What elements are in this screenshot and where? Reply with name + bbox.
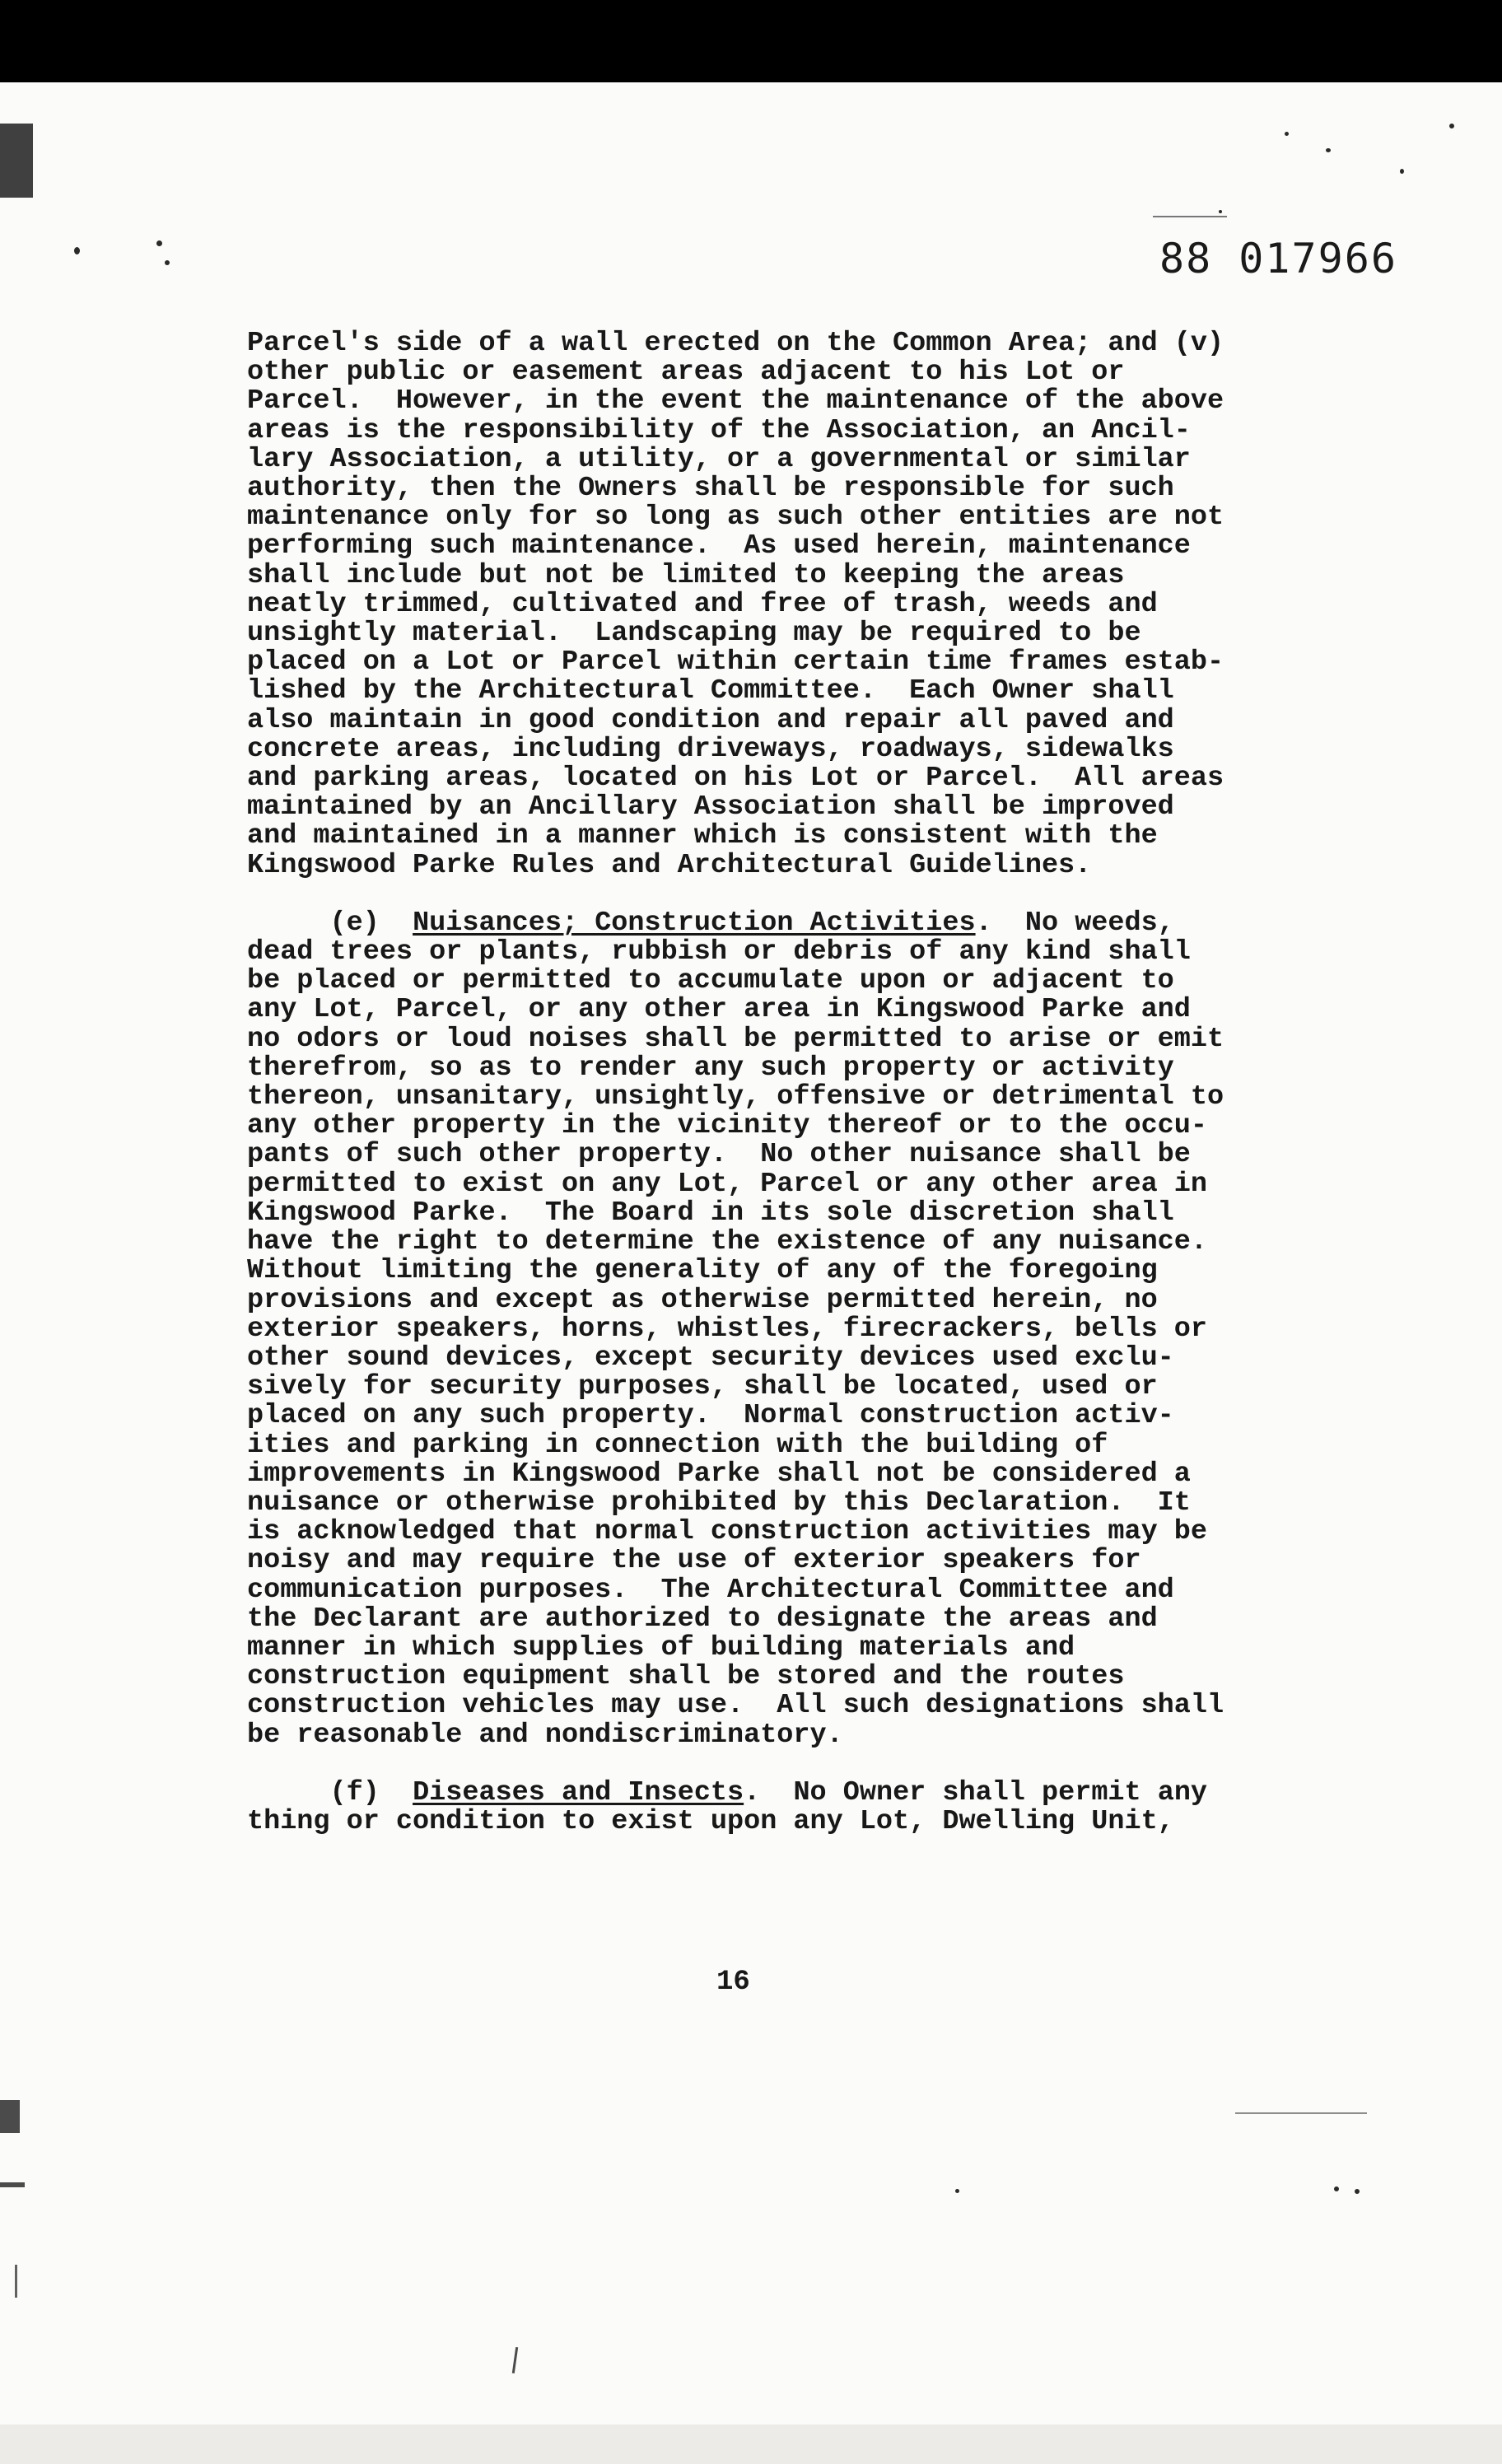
- scan-artifact: [1326, 148, 1331, 152]
- text-line: thing or condition to exist upon any Lot, Dwelling Unit,: [247, 1805, 1174, 1837]
- section-heading: Diseases and Insects: [413, 1776, 744, 1808]
- text-line: lished by the Architectural Committee. Each Owner shall: [247, 675, 1174, 707]
- scan-bottom-edge: [0, 2424, 1502, 2464]
- scan-artifact: [1235, 2112, 1367, 2114]
- scan-artifact: [0, 2182, 25, 2187]
- text-line: any Lot, Parcel, or any other area in Kingswood Parke and: [247, 994, 1191, 1026]
- text-line: communication purposes. The Architectural Committee and: [247, 1574, 1174, 1606]
- text-line: noisy and may require the use of exterior speakers for: [247, 1545, 1141, 1577]
- page-number: 16: [716, 1967, 750, 1998]
- text-line: Parcel. However, in the event the maintenance of the above: [247, 385, 1224, 418]
- text-line: dead trees or plants, rubbish or debris of any kind shall: [247, 936, 1191, 968]
- text-line: construction vehicles may use. All such designations shall: [247, 1690, 1224, 1722]
- text-line: construction equipment shall be stored and the routes: [247, 1661, 1125, 1693]
- text-line: neatly trimmed, cultivated and free of trash, weeds and: [247, 588, 1158, 620]
- scan-artifact: [1334, 2186, 1339, 2191]
- text-line: improvements in Kingswood Parke shall not be considered a: [247, 1458, 1191, 1490]
- text-line: unsightly material. Landscaping may be required to be: [247, 618, 1141, 650]
- text-line: maintenance only for so long as such other entities are not: [247, 502, 1224, 534]
- scan-artifact: [156, 240, 162, 246]
- text-line: therefrom, so as to render any such property or activity: [247, 1052, 1174, 1084]
- text-line: and parking areas, located on his Lot or Parcel. All areas: [247, 763, 1224, 795]
- text-line: No weeds,: [991, 907, 1174, 939]
- scan-artifact: [0, 2100, 20, 2133]
- scan-artifact: [1285, 132, 1289, 136]
- text-line: have the right to determine the existence of any nuisance.: [247, 1226, 1207, 1258]
- scan-artifact: [955, 2189, 959, 2193]
- text-line: also maintain in good condition and repair all paved and: [247, 704, 1174, 736]
- text-line: shall include but not be limited to keeping the areas: [247, 559, 1125, 591]
- scan-artifact: [165, 260, 170, 265]
- document-body: [247, 329, 1285, 1836]
- text-line: Kingswood Parke. The Board in its sole discretion shall: [247, 1197, 1174, 1229]
- text-line: no odors or loud noises shall be permitted to arise or emit: [247, 1023, 1224, 1055]
- scan-artifact: [1153, 216, 1227, 217]
- text-line: authority, then the Owners shall be responsible for such: [247, 473, 1174, 505]
- text-line: Parcel's side of a wall erected on the Common Area; and (v): [247, 328, 1224, 359]
- text-line: sively for security purposes, shall be located, used or: [247, 1371, 1158, 1403]
- text-line: placed on a Lot or Parcel within certain time frames estab-: [247, 646, 1224, 679]
- text-line: placed on any such property. Normal construction activ-: [247, 1400, 1174, 1432]
- text-line: manner in which supplies of building materials and: [247, 1631, 1075, 1664]
- scan-artifact: [1219, 210, 1222, 213]
- scan-artifact: [15, 2265, 17, 2298]
- text-line: other sound devices, except security devices used exclu-: [247, 1342, 1174, 1374]
- scan-artifact: [74, 247, 80, 254]
- paragraph-nuisances: (e) Nuisances; Construction Activities. No weeds, dead trees or plants, rubbish or debris of any kind shall be placed or permitted to accumulate upon or adjacent to any Lot, Parcel, or any other area in Kingswood Parke and no odors or loud noises shall be permitted to arise or emit therefrom, so as to render any such property or activity thereon, unsanitary, unsightly, offensive or detrimental to any other property in the vicinity thereof or to the occu- pants of such other property. No other nuisance shall be permitted to exist on any Lot, Parcel or any other area in Kingswood Parke. The Board in its sole discretion shall have the right to determine the existence of any nuisance. Without limiting the generality of any of the foregoing provisions and except as otherwise permitted herein, no exterior speakers, horns, whistles, firecrackers, bells or other sound devices, except security devices used exclu- sively for security purposes, shall be located, used or placed on any such property. Normal construction activ- ities and parking in connection with the building of improvements in Kingswood Parke shall not be considered a nuisance or otherwise prohibited by this Declaration. It is acknowledged that normal construction activities may be noisy and may require the use of exterior speakers for communication purposes. The Architectural Committee and the Declarant are authorized to designate the areas and manner in which supplies of building materials and construction equipment shall be stored and the routes construction vehicles may use. All such designations shall be reasonable and nondiscriminatory.: [247, 907, 1224, 1751]
- text-line: be reasonable and nondiscriminatory.: [247, 1719, 843, 1751]
- section-label: (f): [329, 1776, 380, 1808]
- text-line: maintained by an Ancillary Association shall be improved: [247, 791, 1174, 824]
- paragraph-diseases: (f) Diseases and Insects. No Owner shall permit any thing or condition to exist upon any Lot, Dwelling Unit,: [247, 1776, 1208, 1837]
- scan-artifact: [1400, 169, 1404, 174]
- text-line: lary Association, a utility, or a governmental or similar: [247, 443, 1191, 475]
- section-label: (e): [329, 907, 380, 939]
- text-line: concrete areas, including driveways, roadways, sidewalks: [247, 733, 1174, 765]
- text-line: ities and parking in connection with the building of: [247, 1429, 1108, 1461]
- text-line: is acknowledged that normal construction activities may be: [247, 1516, 1207, 1548]
- text-line: permitted to exist on any Lot, Parcel or any other area in: [247, 1168, 1207, 1200]
- document-number: 88 017966: [1159, 235, 1397, 282]
- text-line: and maintained in a manner which is consistent with the: [247, 820, 1158, 852]
- text-line: areas is the responsibility of the Association, an Ancil-: [247, 414, 1191, 446]
- text-line: Without limiting the generality of any of the foregoing: [247, 1255, 1158, 1287]
- text-line: be placed or permitted to accumulate upon or adjacent to: [247, 965, 1174, 997]
- text-line: the Declarant are authorized to designate the areas and: [247, 1603, 1158, 1635]
- text-line: any other property in the vicinity thereof or to the occu-: [247, 1110, 1207, 1142]
- section-heading: Nuisances; Construction Activities: [413, 907, 976, 939]
- paragraph-maintenance: [247, 329, 1285, 880]
- scan-artifact: [0, 124, 33, 198]
- text-line: thereon, unsanitary, unsightly, offensive or detrimental to: [247, 1081, 1224, 1113]
- text-line: provisions and except as otherwise permitted herein, no: [247, 1284, 1158, 1316]
- text-line: No Owner shall permit any: [760, 1776, 1208, 1808]
- text-line: performing such maintenance. As used herein, maintenance: [247, 530, 1191, 562]
- scan-artifact: [1355, 2189, 1360, 2194]
- text-line: other public or easement areas adjacent to his Lot or: [247, 357, 1125, 389]
- text-line: exterior speakers, horns, whistles, firecrackers, bells or: [247, 1313, 1207, 1345]
- scan-artifact: [1449, 124, 1454, 128]
- text-line: pants of such other property. No other nuisance shall be: [247, 1139, 1191, 1171]
- text-line: nuisance or otherwise prohibited by this Declaration. It: [247, 1486, 1191, 1519]
- text-line: Kingswood Parke Rules and Architectural Guidelines.: [247, 849, 1092, 881]
